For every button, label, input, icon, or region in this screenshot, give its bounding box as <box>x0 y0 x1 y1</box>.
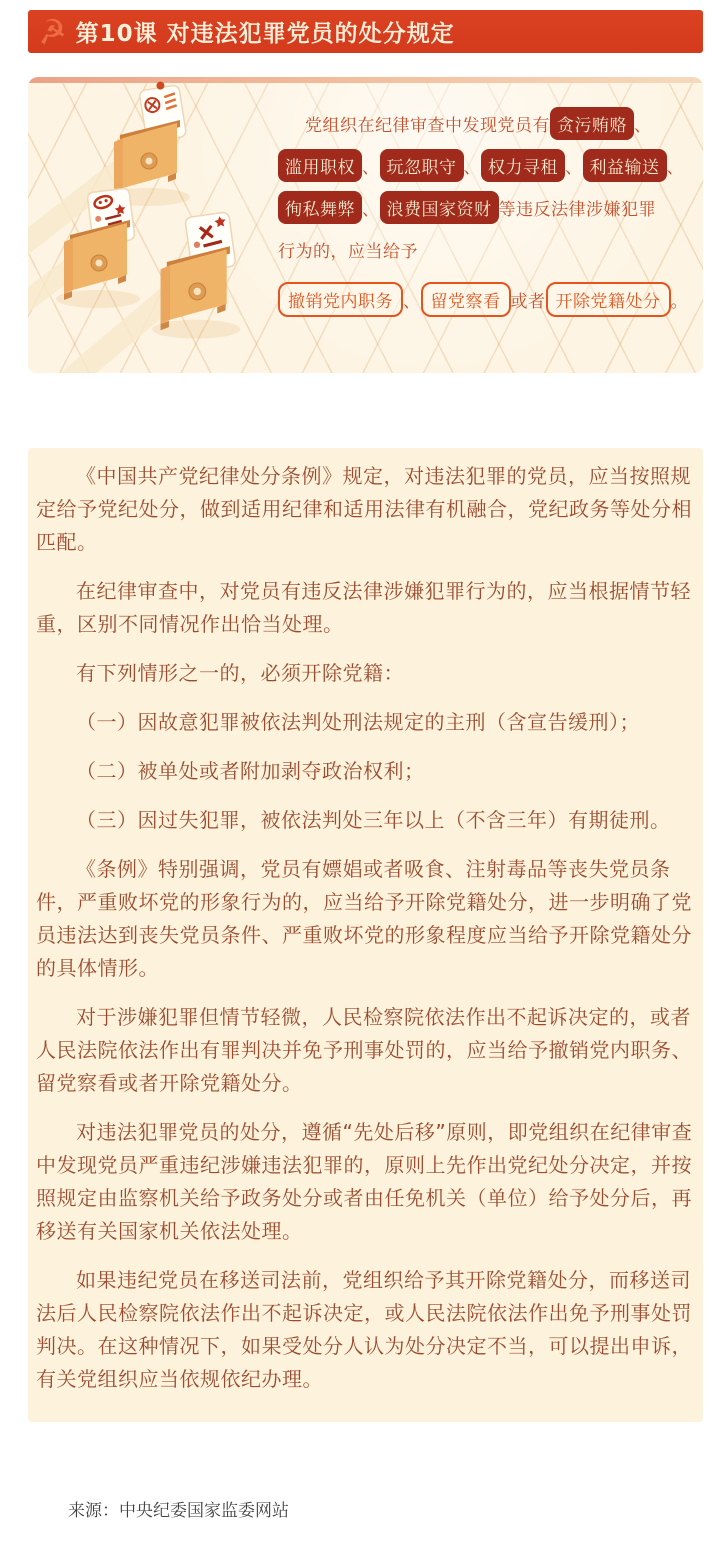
paragraph: （一）因故意犯罪被依法判处刑法规定的主刑（含宣告缓刑）； <box>76 710 640 734</box>
violation-tag: 浪费国家资财 <box>380 191 499 224</box>
violation-tag: 贪污贿赂 <box>550 107 634 140</box>
hero-text-segment: 。 <box>670 291 688 312</box>
hero-line <box>278 228 688 270</box>
hero-line <box>278 102 688 144</box>
file-box <box>106 79 190 206</box>
source-value: 中央纪委国家监委网站 <box>119 1501 289 1521</box>
hero-text-segment: 、 <box>565 157 583 178</box>
hero-illustration-panel <box>28 77 703 373</box>
hero-line <box>278 278 688 320</box>
paragraph: 《条例》特别强调，党员有嫖娼或者吸食、注射毒品等丧失党员条件，严重败坏党的形象行为的，应当给予开除党籍处分，进一步明确了党员违法达到丧失党员条件、严重败坏党的形象程度应当给予开除党籍处分的具体情形。 <box>36 857 692 980</box>
hero-text-segment: 或者 <box>510 291 546 312</box>
violation-tag: 撤销党内职务 <box>278 282 403 317</box>
hero-text-segment: 行为的，应当给予 <box>278 241 418 262</box>
paragraph: 对于涉嫌犯罪但情节轻微，人民检察院依法作出不起诉决定的，或者人民法院依法作出有罪判决并免予刑事处罚的，应当给予撤销党内职务、留党察看或者开除党籍处分。 <box>36 1005 692 1095</box>
violation-tag: 权力寻租 <box>481 149 565 182</box>
hero-text <box>278 102 688 320</box>
lesson-title: 第10课 对违法犯罪党员的处分规定 <box>75 21 455 47</box>
violation-tag: 留党察看 <box>421 282 511 317</box>
paragraph: （三）因过失犯罪，被依法判处三年以上（不含三年）有期徒刑。 <box>76 808 671 832</box>
article-body <box>28 448 703 1422</box>
hero-text-segment: 、 <box>362 157 380 178</box>
lesson-banner <box>28 10 703 53</box>
hero-text-segment: 、 <box>362 199 380 220</box>
source-line <box>68 1496 717 1521</box>
paragraph: 在纪律审查中，对党员有违反法律涉嫌犯罪行为的，应当根据情节轻重，区别不同情况作出恰当处理。 <box>36 579 691 636</box>
violation-tag: 徇私舞弊 <box>278 191 362 224</box>
paragraph: 有下列情形之一的，必须开除党籍： <box>76 661 404 685</box>
violation-tag: 开除党籍处分 <box>546 282 671 317</box>
party-emblem-icon: ☭ <box>34 10 70 53</box>
paragraph: 《中国共产党纪律处分条例》规定，对违法犯罪的党员，应当按照规定给予党纪处分，做到适用纪律和适用法律有机融合，党纪政务等处分相匹配。 <box>36 464 692 554</box>
hero-text-segment: 、 <box>403 291 421 312</box>
hero-text-segment: 、 <box>634 115 652 136</box>
hero-text-segment: 等违反法律涉嫌犯罪 <box>498 199 656 220</box>
paragraph: 对违法犯罪党员的处分，遵循“先处后移”原则，即党组织在纪律审查中发现党员严重违纪涉嫌违法犯罪的，原则上先作出党纪处分决定，并按照规定由监察机关给予政务处分或者由任免机关（单位）给予处分后，再移送有关国家机关依法处理。 <box>36 1120 693 1243</box>
violation-tag: 玩忽职守 <box>380 149 464 182</box>
hero-text-segment: 、 <box>463 157 481 178</box>
hero-text-segment: 党组织在纪律审查中发现党员有 <box>305 115 550 136</box>
hero-text-segment: 、 <box>666 157 684 178</box>
violation-tag: 滥用职权 <box>278 149 362 182</box>
source-label: 来源： <box>68 1501 119 1521</box>
paragraph: （二）被单处或者附加剥夺政治权利； <box>76 759 425 783</box>
violation-tag: 利益输送 <box>583 149 667 182</box>
file-box <box>152 212 240 339</box>
hero-line <box>278 186 688 228</box>
hero-line <box>278 144 688 186</box>
paragraph: 如果违纪党员在移送司法前，党组织给予其开除党籍处分，而移送司法后人民检察院依法作出不起诉决定，或人民法院依法作出免予刑事处罚判决。在这种情况下，如果受处分人认为处分决定不当，可以提出申诉，有关党组织应当依规依纪办理。 <box>36 1268 692 1391</box>
